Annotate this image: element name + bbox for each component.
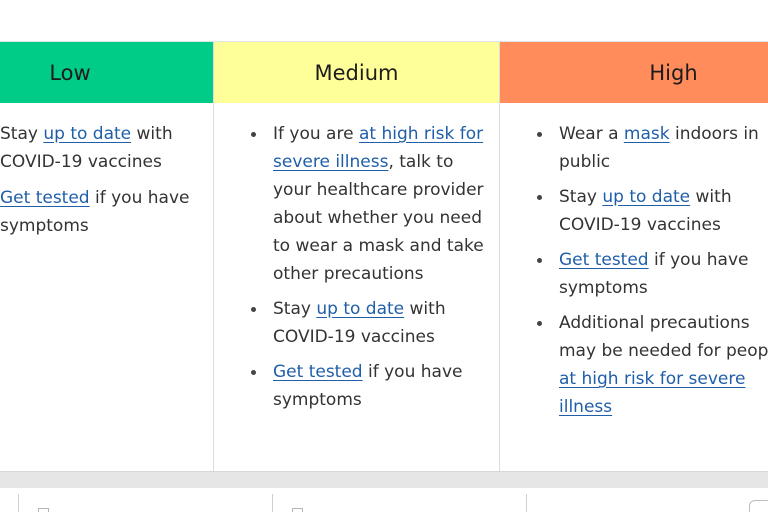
bullet-icon (537, 321, 542, 326)
column-header-medium (214, 42, 499, 103)
up-to-date-link[interactable]: up to date (602, 187, 691, 207)
up-to-date-link[interactable]: up to date (43, 124, 132, 144)
item-text: with COVID-19 vaccines (273, 299, 446, 347)
list-item (0, 184, 210, 240)
get-tested-link[interactable]: Get tested (559, 250, 649, 270)
get-tested-link[interactable]: Get tested (0, 188, 90, 208)
list-item (559, 183, 768, 239)
list-item (559, 120, 768, 176)
item-text: if you have symptoms (0, 188, 190, 236)
column-medium (214, 42, 500, 472)
column-body-high (500, 103, 768, 421)
bullet-icon (251, 307, 256, 312)
column-header-low (0, 42, 213, 103)
bullet-icon (537, 132, 542, 137)
item-text: indoors in public (559, 124, 759, 172)
section-divider-band (0, 471, 768, 489)
column-body-medium (214, 103, 499, 414)
bullet-icon (537, 258, 542, 263)
column-divider (526, 494, 527, 512)
column-header-medium-label: Medium (314, 60, 399, 85)
item-text: if you have symptoms (273, 362, 463, 410)
list-item (273, 358, 491, 414)
item-text: Additional precautions may be needed for peop (559, 313, 768, 361)
checkbox-edge-icon (38, 508, 49, 512)
column-header-low-label: Low (49, 60, 91, 85)
top-whitespace (0, 0, 768, 41)
column-divider (18, 494, 19, 512)
next-section-edge (0, 488, 768, 512)
recommendation-list-low (0, 120, 210, 240)
item-text: with COVID-19 vaccines (559, 187, 732, 235)
checkbox-edge-icon (292, 508, 303, 512)
item-text: If you are (273, 124, 359, 144)
community-level-table (0, 41, 768, 472)
list-item (273, 295, 491, 351)
get-tested-link[interactable]: Get tested (273, 362, 363, 382)
high-risk-link[interactable]: at high risk for severe illness (273, 124, 484, 172)
column-low (0, 42, 214, 472)
list-item (273, 120, 491, 288)
item-text: Stay (273, 299, 317, 319)
bullet-icon (251, 132, 256, 137)
mask-link[interactable]: mask (623, 124, 670, 144)
column-header-high (500, 42, 768, 103)
column-header-high-label: High (649, 60, 698, 85)
item-text: Stay (559, 187, 603, 207)
list-item (559, 309, 768, 421)
item-text: with COVID-19 vaccines (0, 124, 173, 172)
up-to-date-link[interactable]: up to date (316, 299, 405, 319)
recommendation-list-high (559, 120, 768, 421)
panel-corner (749, 500, 768, 512)
list-item (0, 120, 210, 176)
list-item (559, 246, 768, 302)
recommendation-list-medium (273, 120, 491, 414)
bullet-icon (251, 370, 256, 375)
bullet-icon (537, 195, 542, 200)
item-text: Stay (0, 124, 44, 144)
high-risk-link[interactable]: at high risk for severe illness (559, 369, 746, 417)
item-text: if you have symptoms (559, 250, 749, 298)
item-text: , talk to your healthcare provider about whether you need to wear a mask and take other precautions (273, 152, 484, 284)
column-divider (272, 494, 273, 512)
item-text: Wear a (559, 124, 624, 144)
column-high (500, 42, 768, 472)
column-body-low (0, 103, 213, 240)
